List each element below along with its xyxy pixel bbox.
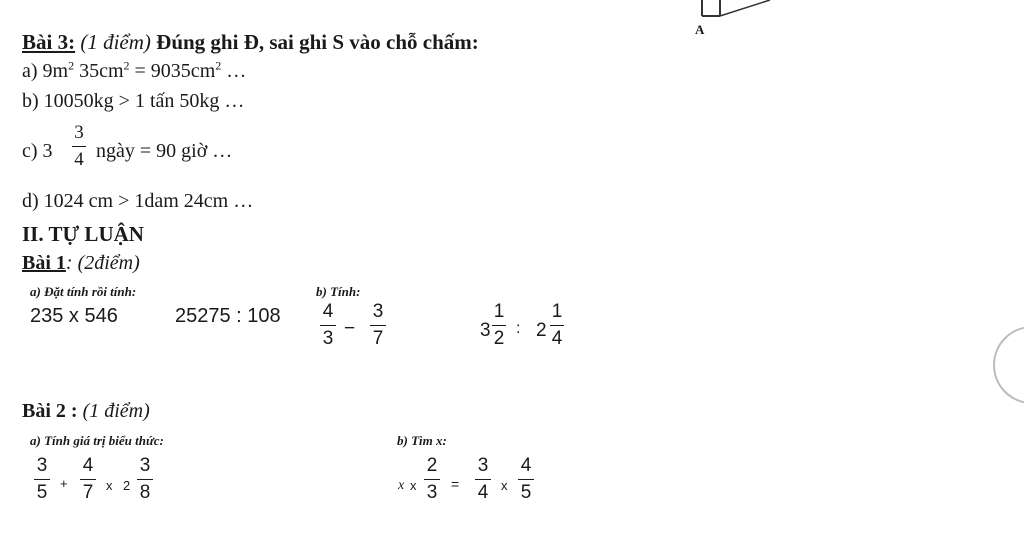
item-a-part3: = 9035cm [129, 60, 216, 82]
bai1-b1-op: − [344, 318, 356, 339]
fraction-numerator: 3 [139, 455, 151, 476]
bai2-b-eq: = [451, 476, 460, 492]
section-2-title: II. TỰ LUẬN [22, 222, 144, 246]
item-a-part1: a) 9m [22, 60, 69, 82]
fraction-bar [137, 479, 153, 480]
fraction-bar [72, 146, 86, 147]
fraction-denominator: 5 [520, 481, 532, 503]
bai2-a-frac2 [80, 456, 96, 503]
bai2-b-frac3 [518, 456, 534, 503]
fraction-numerator: 4 [322, 301, 334, 322]
bai2-a-op2: x [106, 478, 113, 493]
bai1-heading [22, 252, 140, 275]
bai2-a-whole3: 2 [123, 478, 131, 493]
bai1-a-label: a) Đặt tính rồi tính: [30, 284, 137, 299]
bai2-a-op1: + [60, 476, 68, 491]
bai2-a-frac3 [137, 456, 153, 503]
fraction-denominator: 2 [493, 327, 505, 349]
fraction-bar [320, 325, 336, 326]
bai2-b-label: b) Tìm x: [397, 433, 447, 448]
item-a-dots: … [221, 60, 247, 82]
fraction-denominator: 7 [372, 327, 384, 349]
fraction-denominator: 3 [426, 481, 438, 503]
fraction-bar [34, 479, 50, 480]
item-a-sup2: 2 [123, 58, 130, 73]
fraction-numerator: 2 [426, 455, 438, 476]
fraction-denominator: 4 [477, 481, 489, 503]
bai3-title: Bài 3: [22, 30, 76, 54]
fraction-bar [550, 325, 564, 326]
bai2-a-label: a) Tính giá trị biểu thức: [30, 433, 164, 448]
bai2-b-op2: x [501, 478, 508, 493]
bai1-a-expr1: 235 x 546 [30, 305, 118, 327]
bai3-item-c-prefix: c) 3 [22, 140, 53, 162]
bai3-item-c-tail: ngày = 90 giờ … [96, 140, 233, 162]
item-a-sup3: 2 [215, 58, 222, 73]
fraction-numerator: 1 [551, 301, 563, 322]
bai1-b2-op: : [516, 320, 521, 337]
fraction-bar [370, 325, 386, 326]
bai1-points: : (2điểm) [65, 252, 140, 274]
bai2-a-frac1 [34, 456, 50, 503]
bai2-title: Bài 2 : [22, 400, 78, 422]
fraction-denominator: 4 [74, 148, 84, 170]
bai1-b1-frac1 [320, 302, 336, 349]
bai1-b2-whole2: 2 [536, 320, 547, 341]
bai3-points: (1 điểm) [80, 30, 151, 54]
fraction-numerator: 3 [74, 122, 84, 143]
bai3-heading [22, 30, 479, 55]
fraction-denominator: 4 [551, 327, 563, 349]
bai2-b-frac1 [424, 456, 440, 503]
bai3-instruction: Đúng ghi Đ, sai ghi S vào chỗ chấm: [156, 30, 479, 54]
bai2-b-var: x [398, 478, 405, 493]
fraction-denominator: 8 [139, 481, 151, 503]
bai1-b2-frac2 [550, 302, 564, 349]
fraction-numerator: 4 [520, 455, 532, 476]
corner-figure [690, 0, 1024, 30]
bai2-b-frac2 [475, 456, 491, 503]
fraction-numerator: 3 [372, 301, 384, 322]
bai3-item-b: b) 10050kg > 1 tấn 50kg … [22, 90, 245, 112]
edge-circle-decoration [990, 325, 1024, 405]
bai1-b2-whole1: 3 [480, 320, 491, 341]
fraction-bar [424, 479, 440, 480]
fraction-numerator: 3 [477, 455, 489, 476]
fraction-numerator: 4 [82, 455, 94, 476]
fraction-numerator: 1 [493, 301, 505, 322]
bai1-b1-frac2 [370, 302, 386, 349]
corner-label-a: A [695, 22, 705, 37]
fraction-numerator: 3 [36, 455, 48, 476]
bai2-b-op1: x [410, 478, 417, 493]
bai2-heading [22, 400, 150, 423]
fraction-denominator: 5 [36, 481, 48, 503]
fraction-bar [492, 325, 506, 326]
fraction-bar [475, 479, 491, 480]
bai1-a-expr2: 25275 : 108 [175, 305, 281, 327]
fraction-bar [518, 479, 534, 480]
fraction-denominator: 7 [82, 481, 94, 503]
bai1-title: Bài 1 [22, 252, 66, 274]
bai1-b2-frac1 [492, 302, 506, 349]
item-a-sup1: 2 [68, 58, 75, 73]
bai2-points: (1 điểm) [82, 400, 150, 422]
fraction-denominator: 3 [322, 327, 334, 349]
bai3-item-c-fraction [72, 123, 86, 170]
fraction-bar [80, 479, 96, 480]
bai1-b-label: b) Tính: [316, 284, 361, 299]
bai3-item-d: d) 1024 cm > 1dam 24cm … [22, 190, 254, 212]
bai3-item-a [22, 60, 246, 83]
item-a-part2: 35cm [74, 60, 124, 82]
